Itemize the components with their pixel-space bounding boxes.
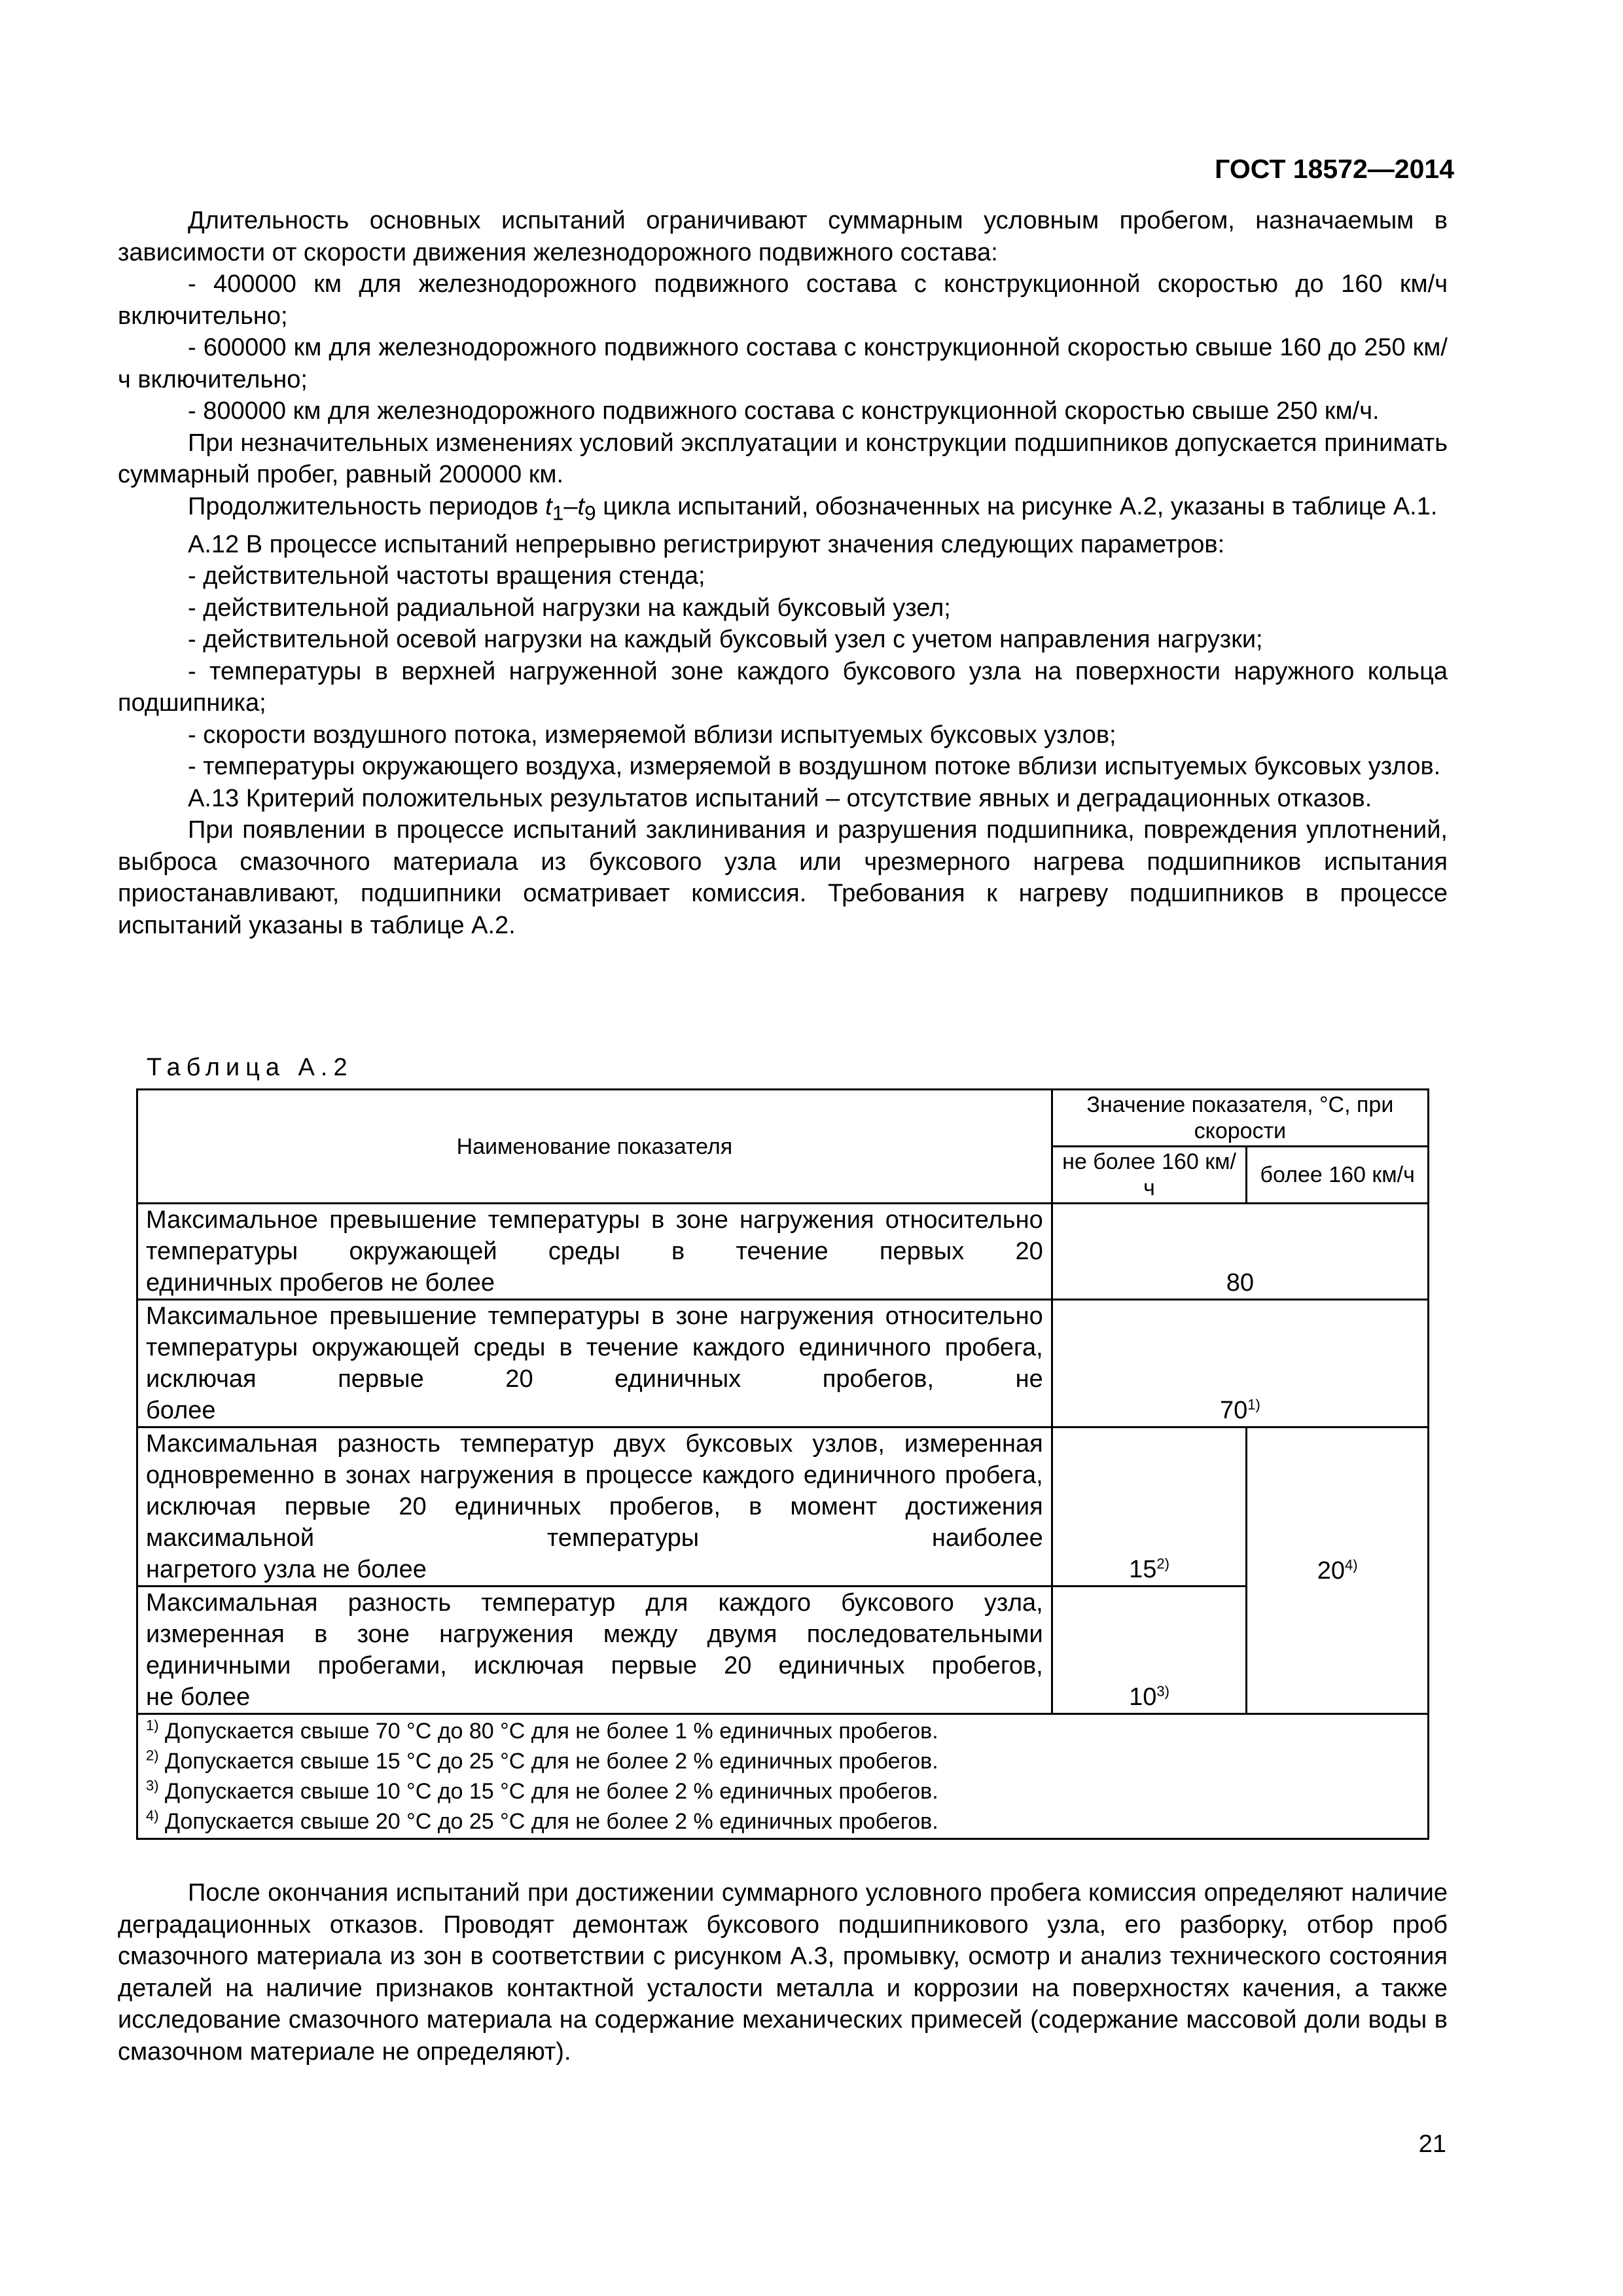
paragraph: - 400000 км для железнодорожного подвижного состава с конструкционной скоростью до 160 км/ч включительно; xyxy=(118,270,1448,330)
row-name-cell: Максимальное превышение температуры в зоне нагружения относительно температуры окружающей среды в течение первых 20 единичных пробегов не более xyxy=(137,1204,1052,1300)
paragraph: Длительность основных испытаний ограничивают суммарным условным пробегом, назначаемым в зависимости от скорости движения железнодорожного подвижного состава: xyxy=(118,207,1448,266)
row-value-cell: 15$^{2)}$ xyxy=(1052,1427,1247,1587)
footnote: $^{1)}$ Допускается свыше 70 °С до 80 °С для не более 1 % единичных пробегов. xyxy=(146,1717,938,1744)
table-row xyxy=(137,1300,1429,1427)
document-id-header: ГОСТ 18572—2014 xyxy=(1215,154,1454,184)
paragraph: - 600000 км для железнодорожного подвижного состава с конструкционной скоростью свыше 160 до 250 км/ч включительно; xyxy=(118,334,1448,393)
table-row xyxy=(137,1427,1429,1587)
table-row xyxy=(137,1204,1429,1300)
row-name-cell: Максимальная разность температур двух буксовых узлов, измеренная одновременно в зонах нагружения в процессе каждого единичного пробега, исключая первые 20 единичных пробегов, в момент достижения максимальной температуры наиболее нагретого узла не более xyxy=(137,1427,1052,1587)
footnote: $^{4)}$ Допускается свыше 20 °С до 25 °С для не более 2 % единичных пробегов. xyxy=(146,1807,938,1834)
header-speed1-cell: не более 160 км/ч xyxy=(1052,1147,1247,1204)
table-footnotes-row xyxy=(137,1714,1429,1839)
intro-text xyxy=(118,205,1448,941)
paragraph: При появлении в процессе испытаний заклинивания и разрушения подшипника, повреждения уплотнений, выброса смазочного материала из буксового узла или чрезмерного нагрева подшипников испытания приостанавливают, подшипники осматривает комиссия. Требования к нагреву подшипников в процессе испытаний указаны в таблице А.2. xyxy=(118,816,1448,939)
table-caption: Таблица А.2 xyxy=(147,1054,353,1081)
paragraph: Продолжительность периодов $t_1-t_9$ цикла испытаний, обозначенных на рисунке А.2, указаны в таблице А.1. xyxy=(188,492,1438,525)
merged-value-cell: 20$^{4)}$ xyxy=(1247,1427,1429,1714)
paragraph: А.12 В процессе испытаний непрерывно регистрируют значения следующих параметров: xyxy=(188,530,1225,558)
requirements-table xyxy=(136,1088,1429,1840)
header-value-cell: Значение показателя, °С, при скорости xyxy=(1052,1090,1428,1147)
row-value-cell: 70$^{1)}$ xyxy=(1052,1300,1428,1427)
list-item: - температуры в верхней нагруженной зоне каждого буксового узла на поверхности наружного кольца подшипника; xyxy=(118,657,1448,717)
row-value-cell: 10$^{3)}$ xyxy=(1052,1587,1247,1714)
list-item: - действительной осевой нагрузки на каждый буксовый узел с учетом направления нагрузки; xyxy=(188,626,1263,654)
header-name-cell: Наименование показателя xyxy=(137,1090,1052,1204)
row-name-cell: Максимальное превышение температуры в зоне нагружения относительно температуры окружающей среды в течение каждого единичного пробега, исключая первые 20 единичных пробегов, не более xyxy=(137,1300,1052,1427)
list-item: - действительной радиальной нагрузки на каждый буксовый узел; xyxy=(188,594,951,622)
row-name-cell: Максимальная разность температур для каждого буксового узла, измеренная в зоне нагружения между двумя последовательными единичными пробегами, исключая первые 20 единичных пробегов, не более xyxy=(137,1587,1052,1714)
list-item: - температуры окружающего воздуха, измеряемой в воздушном потоке вблизи испытуемых буксовых узлов. xyxy=(188,753,1441,781)
footnotes-cell xyxy=(137,1714,1429,1839)
paragraph: При незначительных изменениях условий эксплуатации и конструкции подшипников допускается принимать суммарный пробег, равный 200000 км. xyxy=(118,429,1448,488)
list-item: - скорости воздушного потока, измеряемой вблизи испытуемых буксовых узлов; xyxy=(188,721,1116,749)
footnote-ref: 1) xyxy=(1247,1396,1260,1413)
footnote-ref: 4) xyxy=(1345,1556,1358,1573)
footnote-ref: 3) xyxy=(1156,1683,1169,1700)
paragraph: После окончания испытаний при достижении суммарного условного пробега комиссия определяют наличие деградационных отказов. Проводят демонтаж буксового подшипникового узла, его разборку, отбор проб смазочного материала из зон в соответствии с рисунком А.3, промывку, осмотр и анализ технического состояния деталей на наличие признаков контактной усталости металла и коррозии на поверхностях качения, а также исследование смазочного материала на содержание механических примесей (содержание массовой доли воды в смазочном материале не определяют). xyxy=(118,1879,1448,2066)
list-item: - действительной частоты вращения стенда; xyxy=(188,562,705,590)
page-number: 21 xyxy=(1418,2130,1446,2158)
footnote-ref: 2) xyxy=(1156,1555,1169,1572)
paragraph: - 800000 км для железнодорожного подвижного состава с конструкционной скоростью свыше 250 км/ч. xyxy=(188,397,1380,425)
header-speed2-cell: более 160 км/ч xyxy=(1247,1147,1429,1204)
row-value-cell: 80 xyxy=(1052,1204,1428,1300)
paragraph: А.13 Критерий положительных результатов испытаний – отсутствие явных и деградационных отказов. xyxy=(188,784,1372,812)
outro-text xyxy=(118,1877,1448,2068)
footnote: $^{3)}$ Допускается свыше 10 °С до 15 °С для не более 2 % единичных пробегов. xyxy=(146,1777,938,1804)
table-row xyxy=(137,1587,1429,1714)
footnote: $^{2)}$ Допускается свыше 15 °С до 25 °С для не более 2 % единичных пробегов. xyxy=(146,1747,938,1774)
